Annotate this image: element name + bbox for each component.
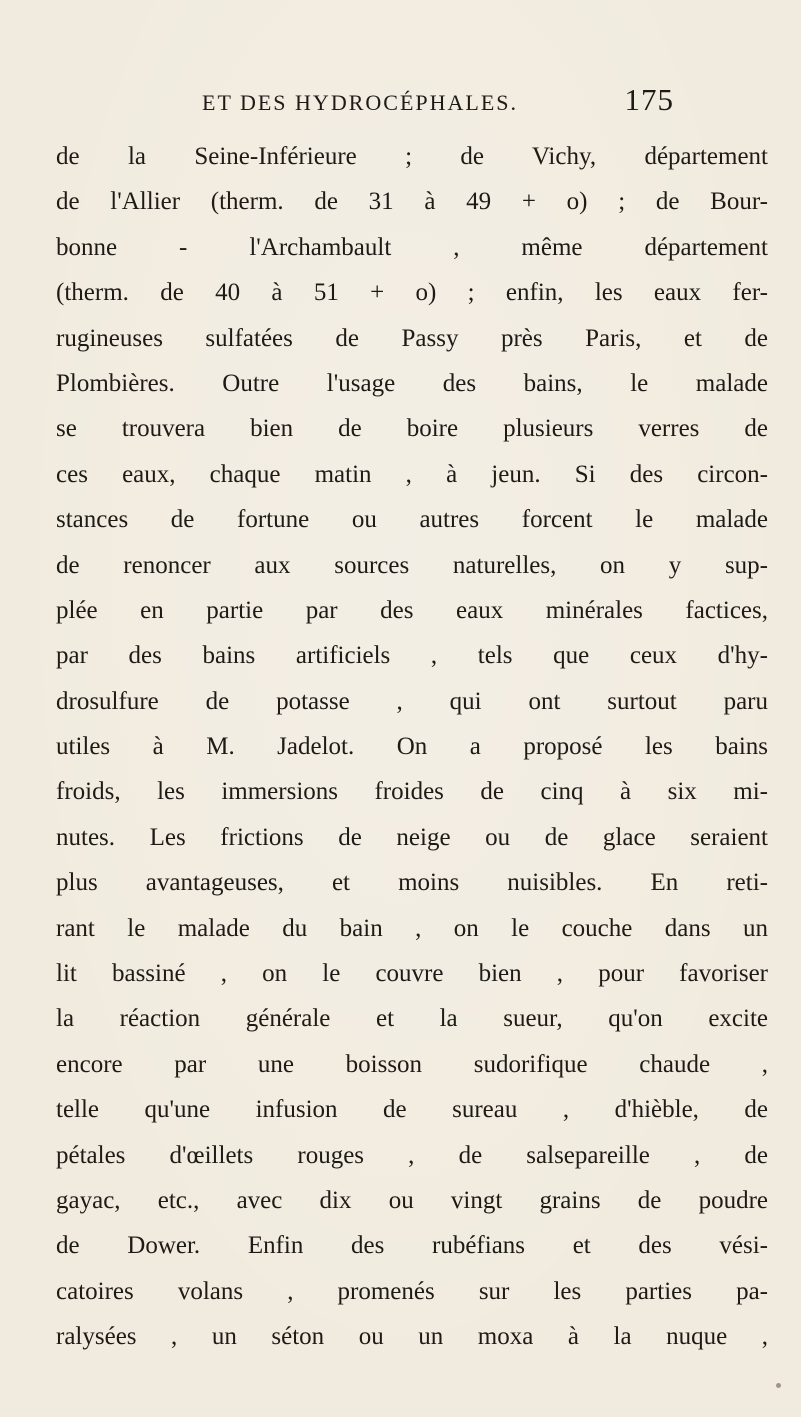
- text-line: catoires volans , promenés sur les parties pa-: [56, 1277, 768, 1305]
- text-line: gayac, etc., avec dix ou vingt grains de poudre: [56, 1186, 768, 1214]
- text-line: se trouvera bien de boire plusieurs verres de: [56, 415, 768, 443]
- text-line: stances de fortune ou autres forcent le malade: [56, 506, 768, 534]
- page-header: [202, 82, 674, 126]
- text-line: drosulfure de potasse , qui ont surtout paru: [56, 687, 768, 715]
- text-line: telle qu'une infusion de sureau , d'hièble, de: [56, 1096, 768, 1124]
- paper-speck: [776, 1383, 781, 1388]
- text-line: de renoncer aux sources naturelles, on y sup-: [56, 551, 768, 579]
- text-line: nutes. Les frictions de neige ou de glace seraient: [56, 823, 768, 851]
- text-line: pétales d'œillets rouges , de salsepareille , de: [56, 1141, 768, 1169]
- text-line: bonne - l'Archambault , même département: [56, 233, 768, 261]
- running-head: ET DES HYDROCÉPHALES.: [202, 90, 519, 115]
- text-line: par des bains artificiels , tels que ceux d'hy-: [56, 642, 768, 670]
- text-line: rant le malade du bain , on le couche dans un: [56, 914, 768, 942]
- text-line: de la Seine-Inférieure ; de Vichy, département: [56, 143, 768, 170]
- text-line: la réaction générale et la sueur, qu'on excite: [56, 1005, 768, 1033]
- body-text: [56, 134, 768, 1360]
- text-line: encore par une boisson sudorifique chaude ,: [56, 1050, 768, 1078]
- text-line: ralysées , un séton ou un moxa à la nuque ,: [56, 1323, 768, 1351]
- text-line: utiles à M. Jadelot. On a proposé les bains: [56, 733, 768, 761]
- text-line: froids, les immersions froides de cinq à six mi-: [56, 778, 768, 806]
- text-line: ces eaux, chaque matin , à jeun. Si des circon-: [56, 460, 768, 488]
- text-line: de Dower. Enfin des rubéfians et des vési-: [56, 1232, 768, 1260]
- text-line: rugineuses sulfatées de Passy près Paris, et de: [56, 324, 768, 352]
- page-number: 175: [624, 82, 674, 117]
- text-line: Plombières. Outre l'usage des bains, le malade: [56, 369, 768, 397]
- text-line: plus avantageuses, et moins nuisibles. En reti-: [56, 869, 768, 897]
- text-line: (therm. de 40 à 51 + o) ; enfin, les eaux fer-: [56, 279, 768, 307]
- text-line: de l'Allier (therm. de 31 à 49 + o) ; de Bour-: [56, 188, 768, 216]
- text-line: lit bassiné , on le couvre bien , pour favoriser: [56, 960, 768, 988]
- text-line: plée en partie par des eaux minérales factices,: [56, 596, 768, 624]
